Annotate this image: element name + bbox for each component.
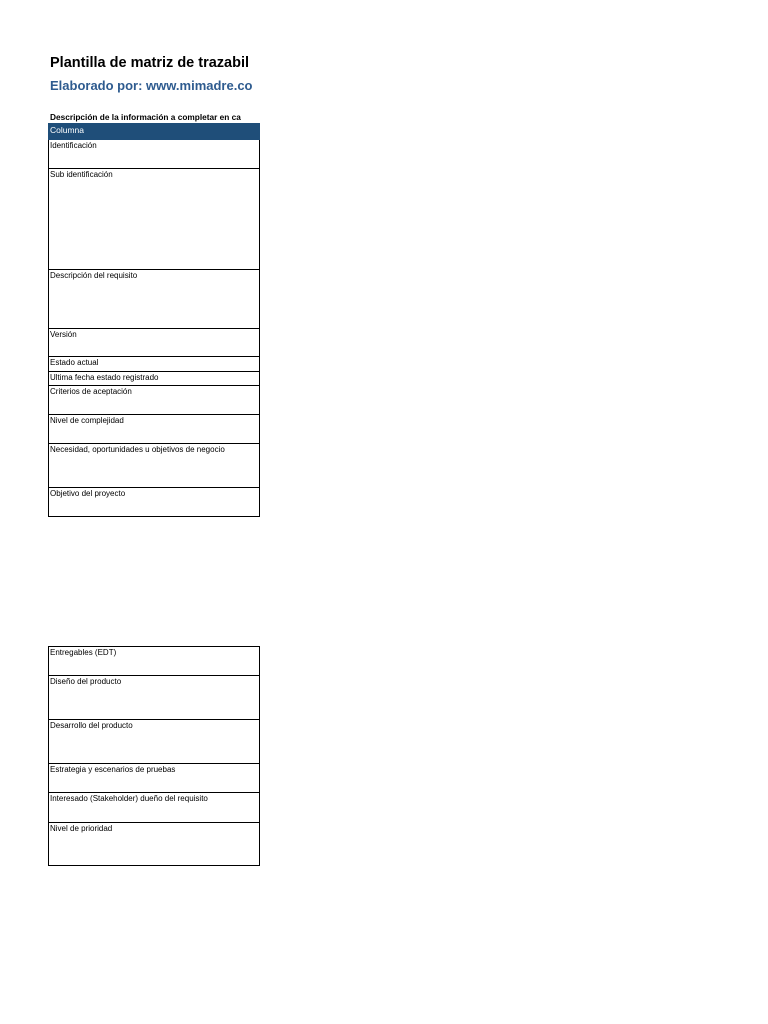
row-label-objetivo-proyecto: Objetivo del proyecto	[49, 488, 260, 517]
row-label-necesidad-negocio: Necesidad, oportunidades u objetivos de negocio	[49, 444, 260, 488]
document-title: Plantilla de matriz de trazabil	[50, 55, 250, 71]
row-label-identificacion: Identificación	[49, 140, 260, 169]
row-label-criterios-aceptacion: Criterios de aceptación	[49, 386, 260, 415]
table-row	[49, 823, 260, 866]
table-row	[49, 647, 260, 676]
table-row	[49, 140, 260, 169]
table-header-row	[49, 124, 260, 140]
table-row	[49, 386, 260, 415]
row-label-estrategia-pruebas: Estrategia y escenarios de pruebas	[49, 764, 260, 793]
table-row	[49, 357, 260, 372]
table-row	[49, 764, 260, 793]
table-row	[49, 270, 260, 329]
row-label-entregables-edt: Entregables (EDT)	[49, 647, 260, 676]
row-label-descripcion-requisito: Descripción del requisito	[49, 270, 260, 329]
column-description-table	[48, 123, 260, 517]
table-row	[49, 676, 260, 720]
row-label-interesado-stakeholder: Interesado (Stakeholder) dueño del requisito	[49, 793, 260, 823]
document-subtitle: Elaborado por: www.mimadre.co	[50, 78, 253, 93]
table-row	[49, 488, 260, 517]
row-label-estado-actual: Estado actual	[49, 357, 260, 372]
table-row	[49, 415, 260, 444]
header-cell-columna: Columna	[49, 124, 260, 140]
row-label-desarrollo-producto: Desarrollo del producto	[49, 720, 260, 764]
table-row	[49, 720, 260, 764]
table-row	[49, 793, 260, 823]
table-row	[49, 169, 260, 270]
row-label-sub-identificacion: Sub identificación	[49, 169, 260, 270]
row-label-nivel-prioridad: Nivel de prioridad	[49, 823, 260, 866]
row-label-nivel-complejidad: Nivel de complejidad	[49, 415, 260, 444]
table-row	[49, 372, 260, 386]
column-description-table-continued	[48, 646, 260, 866]
row-label-ultima-fecha: Ultima fecha estado registrado	[49, 372, 260, 386]
row-label-diseno-producto: Diseño del producto	[49, 676, 260, 720]
description-heading: Descripción de la información a completar en ca	[50, 112, 241, 122]
table-row	[49, 329, 260, 357]
table-row	[49, 444, 260, 488]
row-label-version: Versión	[49, 329, 260, 357]
